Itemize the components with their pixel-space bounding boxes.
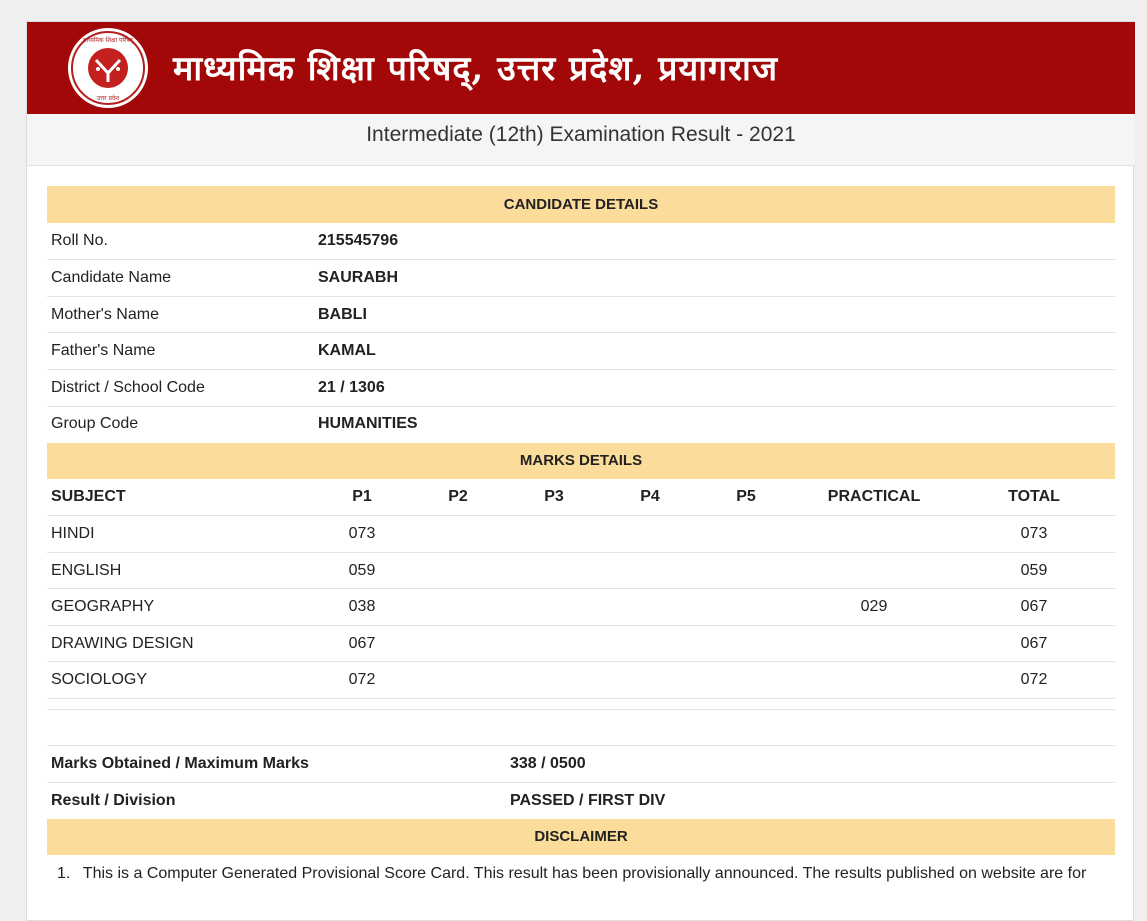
subject-cell: HINDI	[51, 525, 95, 542]
field-label: Candidate Name	[51, 269, 172, 286]
marks-row	[47, 516, 1115, 553]
candidate-row	[47, 297, 1115, 333]
table-divider	[47, 699, 1115, 710]
field-label: Father's Name	[51, 342, 156, 359]
field-value: HUMANITIES	[318, 415, 418, 432]
table-spacer	[47, 710, 1115, 746]
p1-cell: 067	[348, 635, 376, 652]
disclaimer-header: DISCLAIMER	[47, 819, 1115, 855]
result-value: PASSED / FIRST DIV	[510, 792, 666, 809]
col-p5: P5	[736, 488, 756, 505]
subject-cell: GEOGRAPHY	[51, 598, 155, 615]
candidate-row	[47, 407, 1115, 443]
field-label: Roll No.	[51, 232, 108, 249]
subject-cell: ENGLISH	[51, 562, 122, 579]
summary-row-result	[47, 783, 1115, 819]
field-value: BABLI	[318, 306, 367, 323]
logo-top-text: माध्यमिक शिक्षा परिषद्	[82, 37, 134, 44]
candidate-details-header: CANDIDATE DETAILS	[47, 186, 1115, 223]
col-practical: PRACTICAL	[827, 488, 921, 505]
col-p3: P3	[544, 488, 564, 505]
header-banner	[27, 22, 1135, 114]
logo-bottom-text: उत्तर प्रदेश	[96, 95, 120, 102]
field-value: 21 / 1306	[318, 379, 385, 396]
disclaimer-number: 1.	[57, 865, 71, 882]
candidate-row	[47, 260, 1115, 297]
col-total: TOTAL	[1008, 488, 1060, 505]
p1-cell: 072	[348, 671, 376, 688]
subject-cell: DRAWING DESIGN	[51, 635, 194, 652]
marks-row	[47, 589, 1115, 626]
marks-header-row	[47, 479, 1115, 516]
candidate-row	[47, 223, 1115, 260]
result-card	[26, 21, 1134, 921]
field-value: KAMAL	[318, 342, 376, 359]
disclaimer-item	[57, 865, 1086, 883]
marks-row	[47, 626, 1115, 662]
total-cell: 072	[1020, 671, 1048, 688]
disclaimer-text: This is a Computer Generated Provisional Score Card. This result has been provisionally announced. The results published on website are for	[82, 865, 1087, 882]
total-cell: 059	[1020, 562, 1048, 579]
marks-obtained-label: Marks Obtained / Maximum Marks	[51, 755, 309, 772]
marks-details-header: MARKS DETAILS	[47, 443, 1115, 479]
practical-cell: 029	[860, 598, 888, 615]
marks-row	[47, 662, 1115, 699]
col-subject: SUBJECT	[51, 488, 126, 505]
col-p4: P4	[640, 488, 660, 505]
p1-cell: 059	[348, 562, 376, 579]
board-emblem-logo	[67, 27, 149, 109]
field-label: Group Code	[51, 415, 139, 432]
field-value: 215545796	[318, 232, 399, 249]
col-p2: P2	[448, 488, 468, 505]
candidate-row	[47, 333, 1115, 370]
total-cell: 067	[1020, 635, 1048, 652]
summary-row-marks	[47, 746, 1115, 783]
col-p1: P1	[352, 488, 372, 505]
field-label: District / School Code	[51, 379, 205, 396]
candidate-row	[47, 370, 1115, 407]
total-cell: 073	[1020, 525, 1048, 542]
result-label: Result / Division	[51, 792, 176, 809]
board-title: माध्यमिक शिक्षा परिषद्, उत्तर प्रदेश, प्रयागराज	[173, 49, 779, 89]
p1-cell: 073	[348, 525, 376, 542]
field-value: SAURABH	[318, 269, 398, 286]
marks-row	[47, 553, 1115, 589]
marks-obtained-value: 338 / 0500	[510, 755, 586, 772]
total-cell: 067	[1020, 598, 1048, 615]
p1-cell: 038	[348, 598, 376, 615]
exam-title: Intermediate (12th) Examination Result - 2021	[27, 114, 1135, 166]
field-label: Mother's Name	[51, 306, 159, 323]
subject-cell: SOCIOLOGY	[51, 671, 148, 688]
